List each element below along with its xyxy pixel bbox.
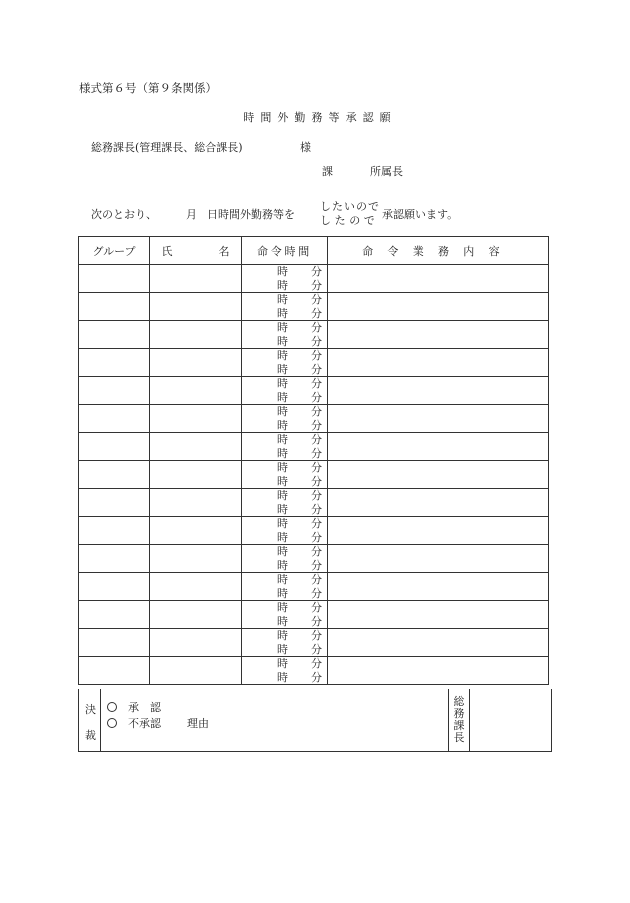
time-cell[interactable]: [242, 489, 328, 517]
name-cell[interactable]: [150, 573, 242, 601]
table-row: [79, 377, 549, 405]
minute-label: 分: [311, 363, 322, 376]
hour-label: 時: [277, 545, 288, 558]
hour-label: 時: [277, 657, 288, 670]
hour-label: 時: [277, 615, 288, 628]
hour-label: 時: [277, 489, 288, 502]
content-cell[interactable]: [328, 265, 549, 293]
name-cell[interactable]: [150, 293, 242, 321]
request-prefix: 次のとおり、: [91, 208, 157, 221]
circle-icon: [107, 702, 117, 712]
hour-label: 時: [277, 587, 288, 600]
minute-label: 分: [311, 475, 322, 488]
minute-label: 分: [311, 419, 322, 432]
approve-label: 承 認: [128, 701, 161, 714]
group-cell[interactable]: [79, 545, 150, 573]
hour-label: 時: [277, 265, 288, 278]
minute-label: 分: [311, 587, 322, 600]
name-cell[interactable]: [150, 517, 242, 545]
table-row: [79, 349, 549, 377]
header-name-2: 名: [218, 244, 230, 258]
request-option-will: したいので: [320, 200, 380, 213]
content-cell[interactable]: [328, 657, 549, 685]
group-cell[interactable]: [79, 629, 150, 657]
minute-label: 分: [311, 433, 322, 446]
name-cell[interactable]: [150, 629, 242, 657]
minute-label: 分: [311, 279, 322, 292]
time-cell[interactable]: [242, 433, 328, 461]
form-number: 様式第６号（第９条関係）: [79, 81, 217, 95]
minute-label: 分: [311, 643, 322, 656]
content-cell[interactable]: [328, 405, 549, 433]
minute-label: 分: [311, 601, 322, 614]
hour-label: 時: [277, 531, 288, 544]
table-header-row: [79, 237, 549, 265]
table-row: [79, 517, 549, 545]
group-cell[interactable]: [79, 405, 150, 433]
table-row: [79, 321, 549, 349]
minute-label: 分: [311, 573, 322, 586]
minute-label: 分: [311, 391, 322, 404]
hour-label: 時: [277, 391, 288, 404]
hour-label: 時: [277, 643, 288, 656]
hour-label: 時: [277, 335, 288, 348]
department-head: 所属長: [370, 165, 403, 178]
request-option-did: したので: [320, 214, 379, 227]
hour-label: 時: [277, 321, 288, 334]
hour-label: 時: [277, 307, 288, 320]
header-time: 命令時間: [242, 237, 328, 265]
name-cell[interactable]: [150, 433, 242, 461]
table-row: [79, 433, 549, 461]
time-cell[interactable]: [242, 321, 328, 349]
decision-box: [78, 689, 552, 752]
minute-label: 分: [311, 293, 322, 306]
table-row: [79, 405, 549, 433]
minute-label: 分: [311, 307, 322, 320]
content-cell[interactable]: [328, 573, 549, 601]
group-cell[interactable]: [79, 601, 150, 629]
reject-option[interactable]: [107, 715, 161, 731]
content-cell[interactable]: [328, 377, 549, 405]
hour-label: 時: [277, 447, 288, 460]
minute-label: 分: [311, 321, 322, 334]
request-month: 月: [186, 208, 197, 221]
hour-label: 時: [277, 293, 288, 306]
group-cell[interactable]: [79, 489, 150, 517]
name-cell[interactable]: [150, 349, 242, 377]
name-cell[interactable]: [150, 265, 242, 293]
group-cell[interactable]: [79, 433, 150, 461]
time-cell[interactable]: [242, 293, 328, 321]
minute-label: 分: [311, 559, 322, 572]
group-cell[interactable]: [79, 573, 150, 601]
name-cell[interactable]: [150, 321, 242, 349]
group-cell[interactable]: [79, 321, 150, 349]
content-cell[interactable]: [328, 601, 549, 629]
minute-label: 分: [311, 349, 322, 362]
minute-label: 分: [311, 503, 322, 516]
reason-label: 理由: [187, 717, 209, 730]
minute-label: 分: [311, 629, 322, 642]
header-group: グループ: [79, 237, 150, 265]
decision-label-1: 決: [85, 703, 96, 716]
approve-option[interactable]: [107, 699, 161, 715]
group-cell[interactable]: [79, 293, 150, 321]
time-cell[interactable]: [242, 573, 328, 601]
general-affairs-chief-label: 総務課長: [453, 695, 465, 744]
time-cell[interactable]: [242, 657, 328, 685]
header-content: 命令業務内容: [328, 237, 549, 265]
table-row: [79, 657, 549, 685]
hour-label: 時: [277, 601, 288, 614]
group-cell[interactable]: [79, 657, 150, 685]
minute-label: 分: [311, 545, 322, 558]
content-cell[interactable]: [328, 293, 549, 321]
hour-label: 時: [277, 279, 288, 292]
group-cell[interactable]: [79, 377, 150, 405]
request-day-suffix: 日時間外勤務等を: [207, 208, 295, 221]
hour-label: 時: [277, 629, 288, 642]
minute-label: 分: [311, 517, 322, 530]
hour-label: 時: [277, 503, 288, 516]
time-cell[interactable]: [242, 349, 328, 377]
minute-label: 分: [311, 265, 322, 278]
group-cell[interactable]: [79, 461, 150, 489]
content-cell[interactable]: [328, 545, 549, 573]
hour-label: 時: [277, 405, 288, 418]
name-cell[interactable]: [150, 601, 242, 629]
content-cell[interactable]: [328, 321, 549, 349]
table-row: [79, 293, 549, 321]
time-cell[interactable]: [242, 461, 328, 489]
name-cell[interactable]: [150, 657, 242, 685]
table-row: [79, 573, 549, 601]
reject-label: 不承認: [128, 717, 161, 730]
header-name-1: 氏: [161, 244, 173, 258]
overtime-table: [78, 236, 549, 685]
minute-label: 分: [311, 377, 322, 390]
content-cell[interactable]: [328, 349, 549, 377]
table-row: [79, 489, 549, 517]
minute-label: 分: [311, 531, 322, 544]
hour-label: 時: [277, 475, 288, 488]
time-cell[interactable]: [242, 265, 328, 293]
minute-label: 分: [311, 671, 322, 684]
group-cell[interactable]: [79, 265, 150, 293]
table-row: [79, 629, 549, 657]
table-row: [79, 461, 549, 489]
time-cell[interactable]: [242, 601, 328, 629]
hour-label: 時: [277, 573, 288, 586]
header-name: [150, 237, 242, 265]
group-cell[interactable]: [79, 349, 150, 377]
time-cell[interactable]: [242, 545, 328, 573]
content-cell[interactable]: [328, 433, 549, 461]
content-cell[interactable]: [328, 489, 549, 517]
table-row: [79, 545, 549, 573]
hour-label: 時: [277, 559, 288, 572]
hour-label: 時: [277, 363, 288, 376]
time-cell[interactable]: [242, 377, 328, 405]
group-cell[interactable]: [79, 517, 150, 545]
content-cell[interactable]: [328, 461, 549, 489]
name-cell[interactable]: [150, 377, 242, 405]
hour-label: 時: [277, 433, 288, 446]
decision-label-2: 裁: [85, 729, 96, 742]
hour-label: 時: [277, 461, 288, 474]
content-cell[interactable]: [328, 517, 549, 545]
request-suffix: 承認願います。: [382, 208, 459, 221]
hour-label: 時: [277, 419, 288, 432]
minute-label: 分: [311, 461, 322, 474]
name-cell[interactable]: [150, 405, 242, 433]
name-cell[interactable]: [150, 545, 242, 573]
table-row: [79, 601, 549, 629]
form-title: 時間外勤務等承認願: [243, 111, 397, 124]
circle-icon: [107, 718, 117, 728]
addressee-honorific: 様: [300, 141, 311, 154]
minute-label: 分: [311, 405, 322, 418]
addressee: 総務課長(管理課長、総合課長): [91, 141, 243, 154]
minute-label: 分: [311, 657, 322, 670]
time-cell[interactable]: [242, 517, 328, 545]
minute-label: 分: [311, 615, 322, 628]
time-cell[interactable]: [242, 629, 328, 657]
minute-label: 分: [311, 447, 322, 460]
table-row: [79, 265, 549, 293]
hour-label: 時: [277, 517, 288, 530]
hour-label: 時: [277, 377, 288, 390]
content-cell[interactable]: [328, 629, 549, 657]
hour-label: 時: [277, 349, 288, 362]
minute-label: 分: [311, 489, 322, 502]
name-cell[interactable]: [150, 461, 242, 489]
name-cell[interactable]: [150, 489, 242, 517]
minute-label: 分: [311, 335, 322, 348]
hour-label: 時: [277, 671, 288, 684]
time-cell[interactable]: [242, 405, 328, 433]
department-ka: 課: [322, 165, 333, 178]
